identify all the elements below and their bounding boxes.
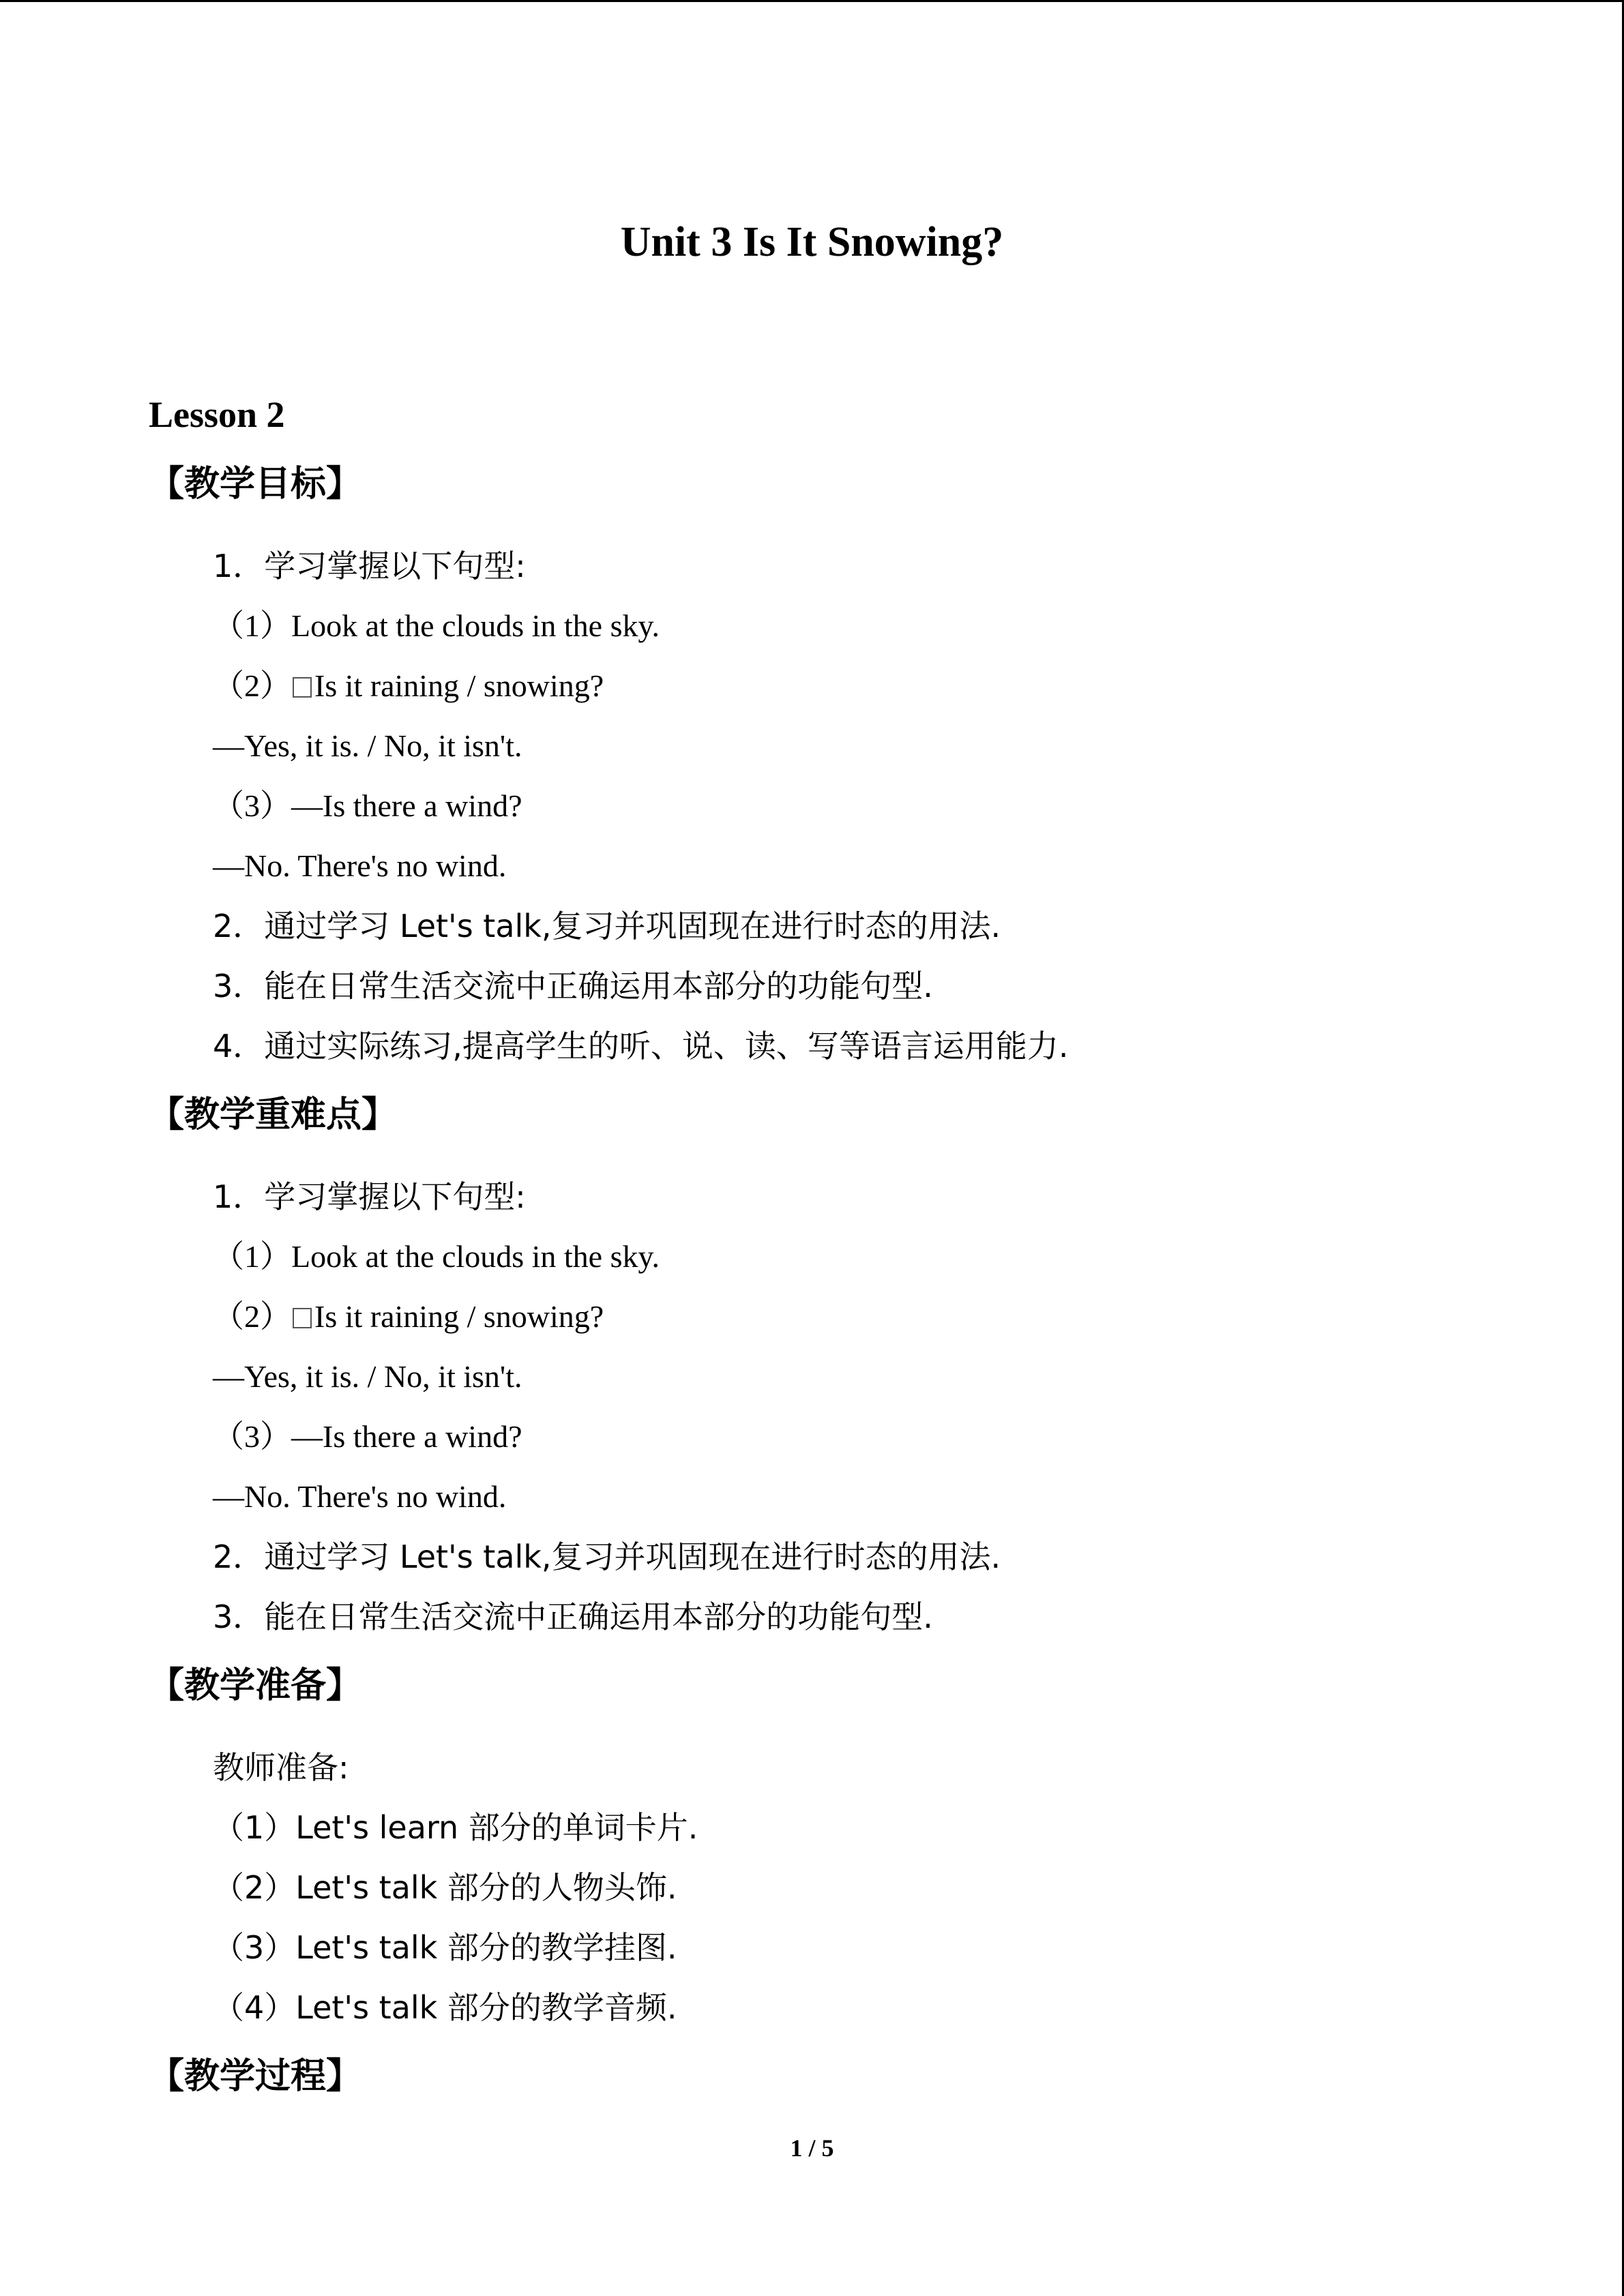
goals-sentence-2-text: Is it raining / snowing?: [314, 668, 604, 703]
goals-sentence-3: （3）—Is there a wind?: [213, 788, 522, 823]
preparation-item-4: （4）Let's talk 部分的教学音频.: [213, 1989, 677, 2026]
goals-sentence-2-prefix: （2）: [213, 668, 291, 703]
goals-item-3: 3．能在日常生活交流中正确运用本部分的功能句型.: [213, 968, 933, 1004]
preparation-item-3: （3）Let's talk 部分的教学挂图.: [213, 1929, 677, 1966]
goals-item-1: 1．学习掌握以下句型:: [213, 548, 526, 584]
page-border-top: [0, 0, 1624, 2]
empty-box-icon: [293, 677, 312, 698]
goals-item-2: 2．通过学习 Let's talk,复习并巩固现在进行时态的用法.: [213, 908, 1001, 944]
section-heading-process: 【教学过程】: [149, 2056, 362, 2097]
goals-sentence-2-answer: —Yes, it is. / No, it isn't.: [213, 728, 522, 763]
key-points-item-3: 3．能在日常生活交流中正确运用本部分的功能句型.: [213, 1598, 933, 1635]
key-points-sentence-3: （3）—Is there a wind?: [213, 1419, 522, 1454]
key-points-sentence-2-text: Is it raining / snowing?: [314, 1299, 604, 1334]
goals-item-4: 4．通过实际练习,提高学生的听、说、读、写等语言运用能力.: [213, 1028, 1069, 1064]
key-points-sentence-2: [213, 1293, 604, 1341]
section-heading-key-points: 【教学重难点】: [149, 1094, 398, 1135]
section-heading-goals: 【教学目标】: [149, 464, 362, 505]
section-heading-preparation: 【教学准备】: [149, 1665, 362, 1706]
key-points-sentence-2-prefix: （2）: [213, 1299, 291, 1334]
key-points-item-2: 2．通过学习 Let's talk,复习并巩固现在进行时态的用法.: [213, 1538, 1001, 1575]
preparation-item-2: （2）Let's talk 部分的人物头饰.: [213, 1869, 677, 1906]
key-points-sentence-3-answer: —No. There's no wind.: [213, 1479, 507, 1514]
empty-box-icon: [293, 1308, 312, 1328]
lesson-title: Lesson 2: [149, 394, 285, 435]
preparation-intro: 教师准备:: [213, 1749, 349, 1786]
key-points-sentence-2-answer: —Yes, it is. / No, it isn't.: [213, 1359, 522, 1394]
document-title: Unit 3 Is It Snowing?: [620, 219, 1004, 265]
key-points-item-1: 1．学习掌握以下句型:: [213, 1178, 526, 1215]
page-number: 1 / 5: [790, 2134, 834, 2162]
goals-sentence-2: [213, 662, 604, 710]
goals-sentence-3-answer: —No. There's no wind.: [213, 848, 507, 883]
goals-sentence-1: （1）Look at the clouds in the sky.: [213, 608, 660, 643]
preparation-item-1: （1）Let's learn 部分的单词卡片.: [213, 1809, 698, 1846]
key-points-sentence-1: （1）Look at the clouds in the sky.: [213, 1239, 660, 1274]
